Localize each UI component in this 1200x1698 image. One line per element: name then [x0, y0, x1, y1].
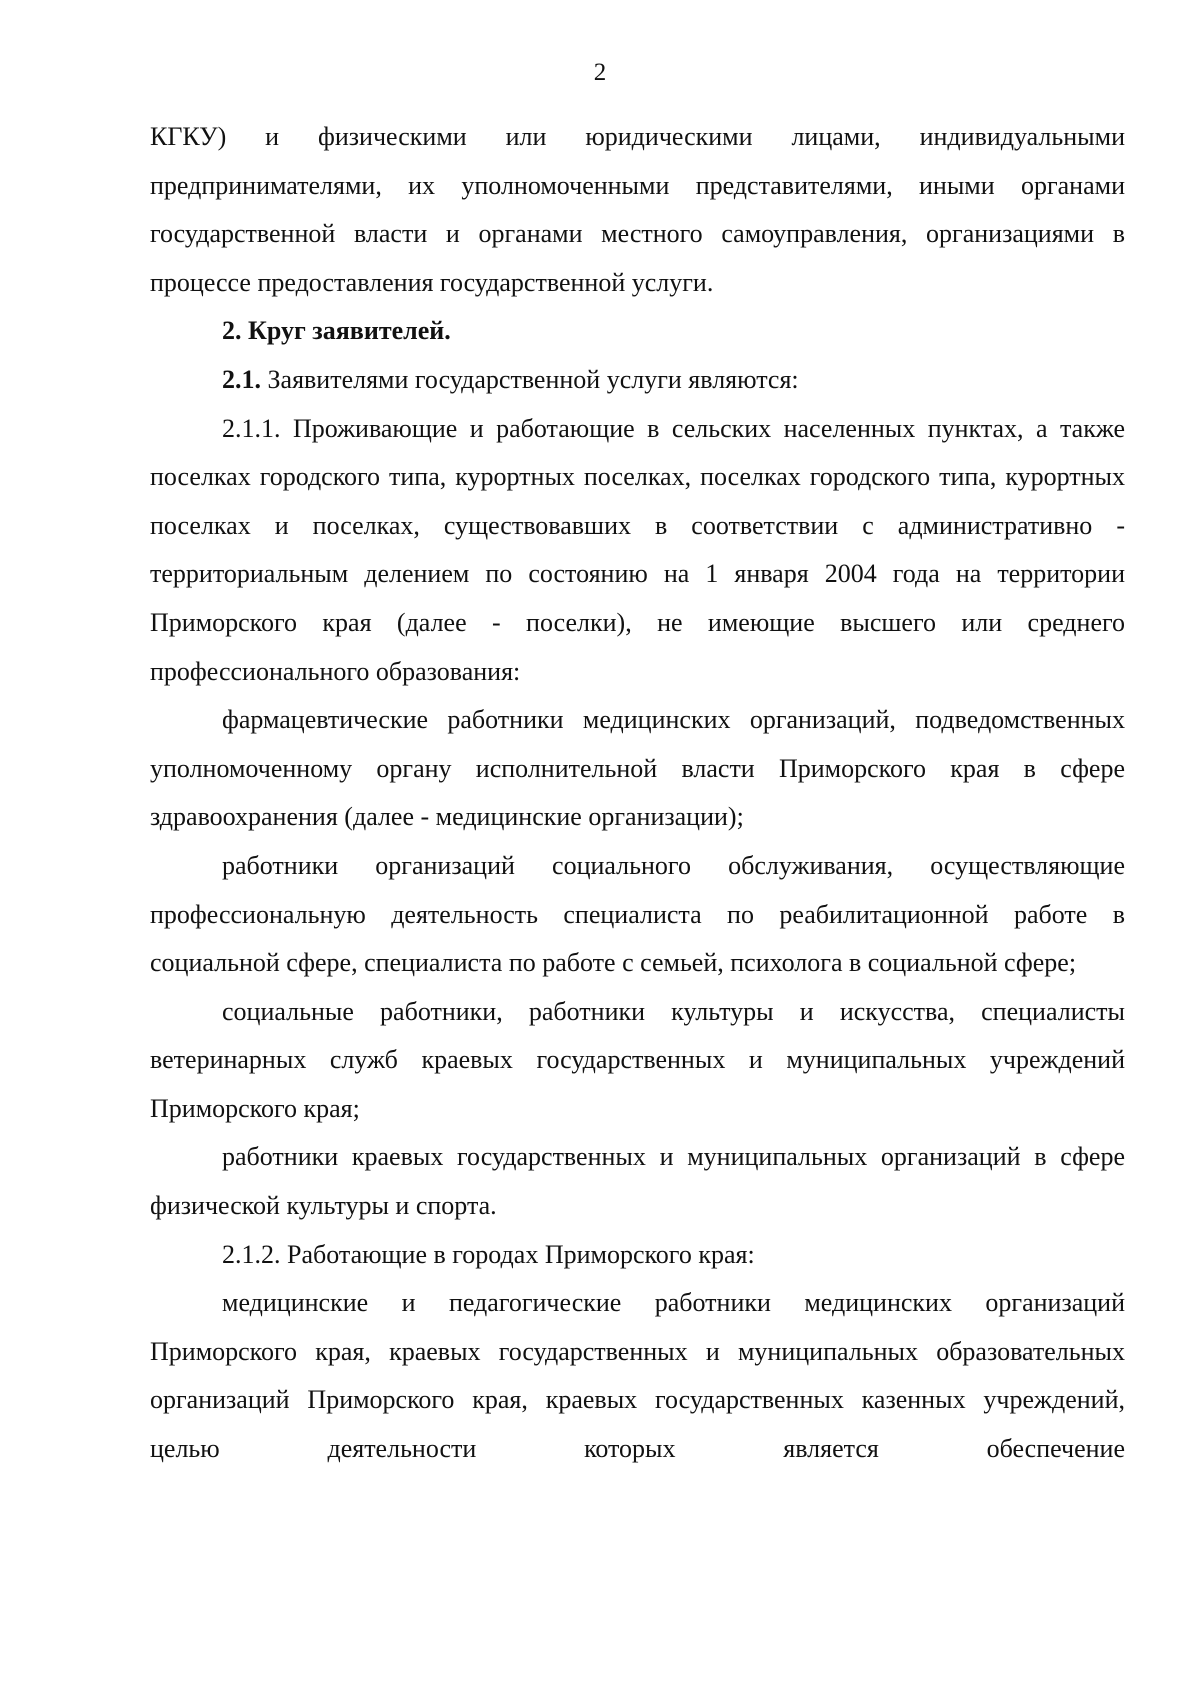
paragraph-social-culture-workers: социальные работники, работники культуры и искусства, специалисты ветеринарных служб краевых государственных и муниципальных учреждений Приморского края;	[150, 996, 1125, 1123]
document-body	[150, 113, 1125, 1474]
paragraph-2-1	[150, 356, 1125, 405]
paragraph-2-1-1: 2.1.1. Проживающие и работающие в сельских населенных пунктах, а также поселках городского типа, курортных поселках, поселках городского типа, курортных поселках и поселках, существовавших в соответствии с административно - территориальным делением по состоянию на 1 января 2004 года на территории Приморского края (далее - поселки), не имеющие высшего или среднего профессионального образования:	[150, 413, 1125, 686]
clause-number: 2.1.	[222, 364, 261, 394]
section-heading: 2. Круг заявителей.	[222, 316, 451, 346]
paragraph-medical-pedagogical-workers: медицинские и педагогические работники медицинских организаций Приморского края, краевых государственных и муниципальных образовательных организаций Приморского края, краевых государственных казенных учреждений, целью деятельности которых является обеспечение	[150, 1288, 1125, 1464]
paragraph-pharmaceutical-workers: фармацевтические работники медицинских организаций, подведомственных уполномоченному органу исполнительной власти Приморского края в сфере здравоохранения (далее - медицинские организации);	[150, 705, 1125, 832]
clause-text: Заявителями государственной услуги являются:	[261, 364, 799, 394]
paragraph-continuation: КГКУ) и физическими или юридическими лицами, индивидуальными предпринимателями, их уполномоченными представителями, иными органами государственной власти и органами местного самоуправления, организациями в процессе предоставления государственной услуги.	[150, 122, 1125, 297]
page-number: 2	[593, 59, 607, 86]
paragraph-2-1-2: 2.1.2. Работающие в городах Приморского края:	[222, 1239, 755, 1269]
paragraph-sport-workers: работники краевых государственных и муниципальных организаций в сфере физической культуры и спорта.	[150, 1142, 1125, 1221]
paragraph-social-service-workers: работники организаций социального обслуживания, осуществляющие профессиональную деятельность специалиста по реабилитационной работе в социальной сфере, специалиста по работе с семьей, психолога в социальной сфере;	[150, 850, 1125, 978]
